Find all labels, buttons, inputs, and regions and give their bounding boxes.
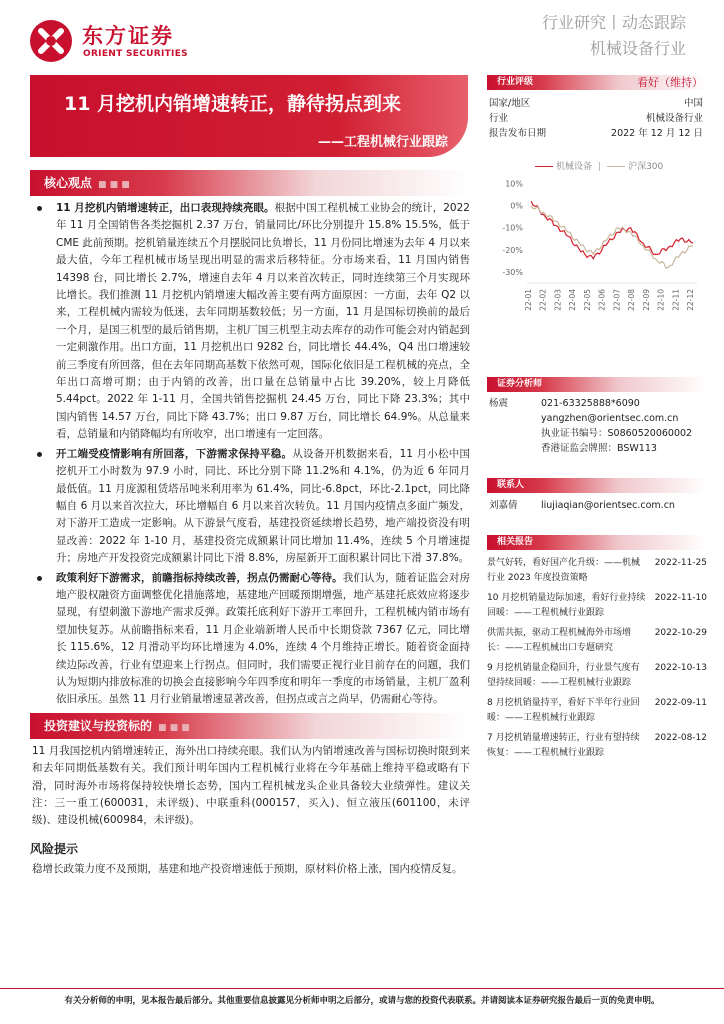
bullet-item bbox=[30, 446, 470, 568]
bullet-lead: 政策利好下游需求，前瞻指标持续改善，拐点仍需耐心等待。 bbox=[56, 571, 343, 584]
legend-label: 机械设备 bbox=[556, 162, 593, 172]
chart-svg bbox=[487, 153, 707, 343]
report-title: 11 月挖机内销增速转正，静待拐点到来 bbox=[64, 93, 402, 115]
sidebar bbox=[487, 75, 707, 766]
performance-chart bbox=[487, 153, 707, 343]
title-banner bbox=[30, 75, 468, 157]
x-tick-label: 22-03 bbox=[553, 289, 563, 311]
series-line-sector bbox=[531, 201, 693, 259]
spacer bbox=[489, 441, 541, 456]
analyst-info bbox=[487, 396, 707, 456]
contact-name: 刘嘉倩 bbox=[489, 500, 518, 511]
contact-info bbox=[487, 498, 707, 513]
x-tick-label: 22-02 bbox=[538, 289, 548, 311]
rating-label: 行业评级 bbox=[497, 77, 534, 87]
dots-decoration: ■ ■ ■ bbox=[158, 722, 190, 733]
report-title-link[interactable]: 9 月挖机销量企稳回升，行业景气度有望持续回暖：——工程机械行业跟踪 bbox=[487, 663, 640, 688]
invest-heading: 投资建议与投资标的 bbox=[44, 718, 153, 733]
info-value: 中国 bbox=[683, 98, 703, 109]
analyst-row bbox=[487, 426, 707, 441]
chart-legend bbox=[535, 159, 663, 172]
analyst-hk-license: 香港证监会牌照：BSW113 bbox=[541, 443, 657, 454]
x-tick-label: 22-01 bbox=[524, 289, 533, 311]
spacer bbox=[489, 411, 541, 426]
x-tick-label: 22-08 bbox=[627, 289, 637, 311]
report-date: 2022-10-13 bbox=[654, 663, 707, 673]
analyst-row bbox=[487, 441, 707, 456]
analyst-bar bbox=[487, 377, 707, 392]
info-value: 2022 年 12 月 12 日 bbox=[611, 128, 703, 139]
analyst-heading: 证券分析师 bbox=[497, 379, 543, 389]
logo-text-en: ORIENT SECURITIES bbox=[83, 49, 188, 59]
info-key: 行业 bbox=[489, 113, 509, 124]
y-tick-label: 10% bbox=[505, 179, 523, 189]
analyst-row bbox=[487, 411, 707, 426]
legend-swatch bbox=[607, 166, 625, 167]
analyst-cert: 执业证书编号：S0860520060002 bbox=[541, 428, 693, 439]
bullet-lead: 开工端受疫情影响有所回落，下游需求保持平稳。 bbox=[56, 447, 293, 460]
risk-heading: 风险提示 bbox=[30, 841, 79, 856]
orient-logo-icon bbox=[28, 18, 74, 64]
x-tick-label: 22-09 bbox=[641, 289, 651, 311]
report-subtitle: ——工程机械行业跟踪 bbox=[317, 135, 448, 150]
y-tick-label: 0% bbox=[510, 201, 523, 211]
info-key: 国家/地区 bbox=[489, 98, 531, 109]
report-title-link[interactable]: 供需共振，驱动工程机械海外市场增长：——工程机械出口专题研究 bbox=[487, 628, 632, 653]
report-title-link[interactable]: 10 月挖机销量边际加速，看好行业持续回暖：——工程机械行业跟踪 bbox=[487, 593, 646, 618]
analyst-name: 杨震 bbox=[489, 398, 509, 409]
bullet-lead: 11 月挖机内销增速转正，出口表现持续亮眼。 bbox=[56, 202, 275, 214]
info-key: 报告发布日期 bbox=[489, 128, 547, 139]
spacer bbox=[489, 426, 541, 441]
legend-swatch bbox=[535, 166, 553, 167]
y-tick-label: -30% bbox=[502, 267, 523, 277]
logo-text-cn: 东方证券 bbox=[82, 24, 174, 48]
category-label: 行业研究丨动态跟踪 bbox=[541, 13, 686, 32]
report-date: 2022-10-29 bbox=[654, 628, 707, 638]
info-row bbox=[487, 126, 707, 141]
related-reports bbox=[487, 556, 707, 760]
x-tick-label: 22-07 bbox=[612, 289, 622, 311]
x-tick-label: 22-04 bbox=[568, 289, 578, 311]
core-bullets bbox=[30, 200, 470, 709]
related-report-item[interactable] bbox=[487, 661, 707, 690]
related-heading: 相关报告 bbox=[497, 537, 534, 547]
report-date: 2022-11-10 bbox=[654, 593, 707, 603]
dots-decoration: ■ ■ ■ bbox=[98, 180, 130, 190]
y-tick-label: -20% bbox=[502, 245, 523, 255]
industry-label: 机械设备行业 bbox=[589, 39, 686, 58]
bullet-text: 从设备开机数据来看，11 月小松中国挖机开工小时数为 97.9 小时，同比、环比分别下降 11.2%和 4.1%，仍为近 6 年同月最低值。11 月庞源租赁塔吊吨米利用率为 61.4%，同比-6.8pct，环比-2.1pct，同比降幅自 6 月以来首次拉大，环比增幅自 6 月以来首次转负。11 月国内疫情点多面广频发，对下游开工造成一定影响。从下游景气度看，基建投资延续增长趋势，地产端投资没有明显改善：2022 年 1-10 月，基建投资完成额累计同比增加 11.4%，连续 5 个月增速提升；房地产开发投资完成额累计同比下滑 8.8%，房屋新开工面积累计同比下滑 37.8%。 bbox=[56, 447, 470, 565]
report-title-link[interactable]: 7 月挖机销量增速转正，行业有望持续恢复：——工程机械行业跟踪 bbox=[487, 733, 640, 758]
rating-bar bbox=[487, 75, 707, 90]
invest-heading-bar bbox=[30, 713, 470, 739]
invest-text: 11 月我国挖机内销增速转正，海外出口持续亮眼。我们认为内销增速改善与国标切换时限到来和去年同期低基数有关。我们预计明年国内工程机械行业将在今年基础上维持平稳或略有下滑，同时海外市场将保持较快增长态势，国内工程机械龙头企业具备较大业绩弹性。建议关注：三一重工(600031，未评级)、中联重科(000157，买入)、恒立液压(601100，未评级)、建设机械(600984，未评级)。 bbox=[32, 744, 470, 827]
y-tick-label: -10% bbox=[502, 223, 523, 233]
report-date: 2022-08-12 bbox=[654, 733, 707, 743]
related-report-item[interactable] bbox=[487, 556, 707, 585]
x-tick-label: 22-06 bbox=[597, 289, 607, 311]
related-report-item[interactable] bbox=[487, 731, 707, 760]
analyst-email: yangzhen@orientsec.com.cn bbox=[541, 413, 679, 424]
contact-row bbox=[487, 498, 707, 513]
contact-email: liujiaqian@orientsec.com.cn bbox=[541, 500, 675, 511]
risk-text: 稳增长政策力度不及预期，基建和地产投资增速低于预期，原材料价格上涨，国内疫情反复。 bbox=[32, 862, 463, 875]
related-report-item[interactable] bbox=[487, 626, 707, 655]
legend-label: 沪深300 bbox=[628, 162, 664, 172]
report-title-link[interactable]: 8 月挖机销量持平，看好下半年行业回暖：——工程机械行业跟踪 bbox=[487, 698, 640, 723]
info-row bbox=[487, 96, 707, 111]
related-report-item[interactable] bbox=[487, 591, 707, 620]
report-date: 2022-11-25 bbox=[654, 558, 707, 568]
disclaimer-footer: 有关分析师的申明，见本报告最后部分。其他重要信息披露见分析师申明之后部分，或请与您的投资代表联系。并请阅读本证券研究报告最后一页的免责申明。 bbox=[0, 988, 724, 1006]
related-report-item[interactable] bbox=[487, 696, 707, 725]
related-bar bbox=[487, 535, 707, 550]
info-value: 机械设备行业 bbox=[645, 113, 703, 124]
main-content bbox=[30, 170, 470, 878]
rating-value: 看好（维持） bbox=[637, 76, 703, 89]
x-tick-label: 22-05 bbox=[582, 289, 592, 311]
bullet-text: 根据中国工程机械工业协会的统计，2022 年 11 月全国销售各类挖掘机 2.37 万台，销量同比/环比分别提升 15.8% 15.5%，低于 CME 此前预期。挖机销量连续五个月摆脱同比负增长，11 月份同比增速为去年 4 月以来最大值，今年工程机械市场呈现出明显的需求后移特征。分市场来看，11 月国内销售 14398 台，同比增长 2.7%，增速自去年 4 月以来首次转正，同时连续第三个月实现环比增长。我们推测 11 月挖机内销增速大幅改善主要有两方面原因：一方面，去年 Q2 以来，工程机械内需较为低迷，去年同期基数较低；另一方面，11 月是国标切换前的最后一个月，是国三机型的最后销售期，主机厂国三机型主动去库存的动作可能会对内销起到一定刺激作用。出口方面，11 月挖机出口 9282 台，同比增长 44.4%，Q4 出口增速较前三季度有所回落，但在去年同期高基数下依然可观，国际化依旧是工程机械的亮点，全年出口高增可期；由于内销的改善，出口量在总销量中占比 39.20%，较上月降低 5.44pct。2022 年 1-11 月，全国共销售挖掘机 24.45 万台，同比下降 23.3%；其中国内销售 14.57 万台，同比下降 43.7%；出口 9.87 万台，同比增长 64.9%。从总量来看，总销量和内销降幅均有所收窄，出口增速有一定回落。 bbox=[56, 202, 470, 441]
report-category bbox=[542, 10, 686, 62]
analyst-phone: 021-63325888*6090 bbox=[541, 398, 640, 409]
x-tick-label: 22-10 bbox=[656, 289, 666, 311]
x-tick-label: 22-12 bbox=[686, 289, 695, 311]
bullet-item bbox=[30, 570, 470, 709]
analyst-row bbox=[487, 396, 707, 411]
core-heading-bar bbox=[30, 170, 470, 196]
report-title-link[interactable]: 景气好转，看好国产化升级：——机械行业 2023 年度投资策略 bbox=[487, 558, 641, 583]
legend-separator: | bbox=[598, 162, 602, 172]
x-tick-label: 22-11 bbox=[671, 289, 681, 311]
contact-heading: 联系人 bbox=[497, 480, 525, 490]
core-heading: 核心观点 bbox=[44, 176, 93, 190]
bullet-item bbox=[30, 200, 470, 444]
series-line-index bbox=[531, 206, 693, 269]
company-logo bbox=[28, 18, 198, 64]
report-date: 2022-09-11 bbox=[654, 698, 707, 708]
contact-bar bbox=[487, 478, 707, 493]
info-row bbox=[487, 111, 707, 126]
bullet-text: 我们认为，随着证监会对房地产股权融资方面调整优化措施落地，基建地产回暖预期增强，地产基建托底效应将逐步显现，有望刺激下游地产需求反弹。政策托底利好下游开工率回升，工程机械内销市场有望加快复苏。从前瞻指标来看，11 月企业端新增人民币中长期贷款 7367 亿元，同比增长 115.6%，12 月滑动平均环比增速为 4.0%，连续 4 个月维持正增长。随着资金面持续边际改善，行业有望迎来上行拐点。但同时，我们需要正视行业目前存在的问题，我们认为短期内排放标准的切换会直接影响今年四季度和明年一季度的市场销量，主机厂盈利依旧承压。虽然 11 月行业销量增速显著改善，但拐点或言之尚早，仍需耐心等待。 bbox=[56, 571, 471, 706]
